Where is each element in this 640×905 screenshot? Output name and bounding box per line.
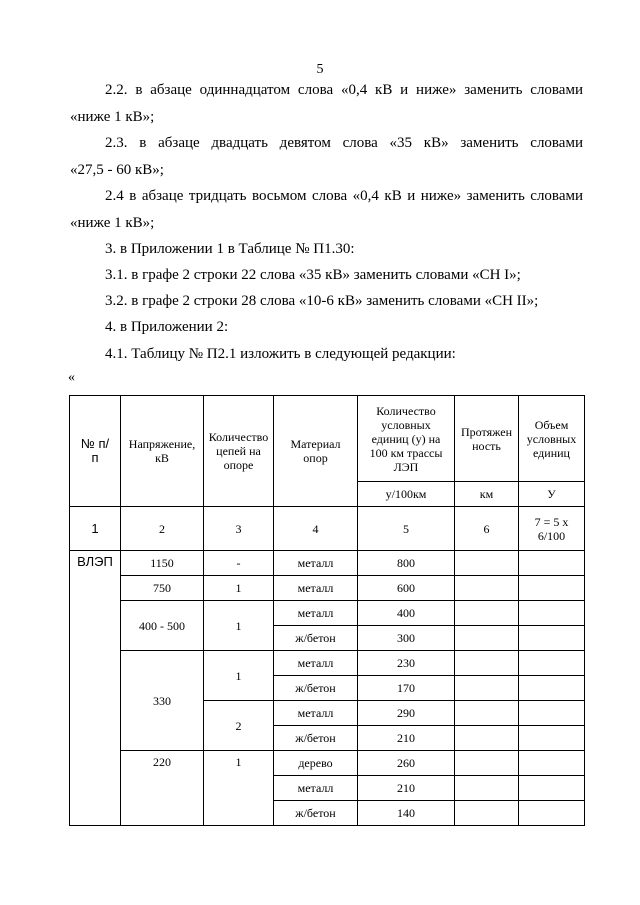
cell-circuits: 1 [204,651,274,701]
cell-material: металл [274,551,358,576]
paragraph-4-1: 4.1. Таблицу № П2.1 изложить в следующей редакции: [105,346,456,362]
table-row [70,551,585,576]
table-row [70,751,585,776]
cell-voltage: 330 [121,651,204,751]
paragraph-2-4 [70,183,583,237]
cell-volume [519,626,585,651]
col-num-5: 5 [358,507,455,551]
cell-circuits: 1 [204,751,274,826]
paragraph-2-2-line2: «ниже 1 кВ»; [70,109,155,125]
col-num-6: 6 [455,507,519,551]
cell-material: ж/бетон [274,626,358,651]
col-num-4: 4 [274,507,358,551]
cell-voltage: 750 [121,576,204,601]
unit-volume: У [519,482,585,507]
cell-units: 290 [358,701,455,726]
cell-circuits: 1 [204,576,274,601]
header-circuits: Количество цепей на опоре [204,396,274,507]
cell-length [455,551,519,576]
cell-length [455,776,519,801]
cell-units: 400 [358,601,455,626]
opening-quote: « [68,370,75,385]
cell-units: 300 [358,626,455,651]
cell-length [455,751,519,776]
cell-units: 260 [358,751,455,776]
header-num: № п/ п [70,396,121,507]
unit-units: у/100км [358,482,455,507]
cell-material: металл [274,776,358,801]
cell-volume [519,701,585,726]
table-row [70,601,585,626]
cell-volume [519,751,585,776]
cell-length [455,651,519,676]
cell-material: дерево [274,751,358,776]
header-volume: Объем условных единиц [519,396,585,482]
cell-volume [519,601,585,626]
col-num-2: 2 [121,507,204,551]
cell-units: 210 [358,726,455,751]
cell-material: металл [274,651,358,676]
cell-length [455,726,519,751]
cell-material: ж/бетон [274,676,358,701]
unit-length: км [455,482,519,507]
cell-length [455,576,519,601]
cell-units: 170 [358,676,455,701]
paragraph-2-2 [70,77,583,131]
col-num-1: 1 [70,507,121,551]
header-material: Материал опор [274,396,358,507]
page-number: 5 [316,62,324,77]
cell-length [455,626,519,651]
table-row [70,576,585,601]
paragraph-2-3-line2: «27,5 - 60 кВ»; [70,162,164,178]
table-numbering-row [70,507,585,551]
table-p2-1 [69,395,585,826]
cell-volume [519,801,585,826]
cell-units: 210 [358,776,455,801]
paragraph-3-2: 3.2. в графе 2 строки 28 слова «10-6 кВ» заменить словами «СН II»; [105,293,539,309]
cell-voltage: 400 - 500 [121,601,204,651]
table-header-row [70,396,585,482]
cell-material: металл [274,576,358,601]
cell-length [455,801,519,826]
cell-voltage: 1150 [121,551,204,576]
cell-units: 600 [358,576,455,601]
paragraph-2-4-line1: 2.4 в абзаце тридцать восьмом слова «0,4 кВ и ниже» заменить словами [105,188,583,204]
cell-volume [519,726,585,751]
table-row [70,651,585,676]
paragraph-4: 4. в Приложении 2: [105,319,229,335]
col-num-3: 3 [204,507,274,551]
paragraph-3-1: 3.1. в графе 2 строки 22 слова «35 кВ» заменить словами «СН I»; [105,267,521,283]
cell-volume [519,776,585,801]
cell-circuits: 1 [204,601,274,651]
cell-units: 140 [358,801,455,826]
paragraph-2-4-line2: «ниже 1 кВ»; [70,215,155,231]
cell-circuits: 2 [204,701,274,751]
header-units: Количество условных единиц (у) на 100 км трассы ЛЭП [358,396,455,482]
cell-voltage: 220 [121,751,204,826]
paragraph-2-2-line1: 2.2. в абзаце одиннадцатом слова «0,4 кВ и ниже» заменить словами [105,82,583,98]
paragraph-2-3-line1: 2.3. в абзаце двадцать девятом слова «35 кВ» заменить словами [105,135,583,151]
cell-volume [519,576,585,601]
cell-units: 800 [358,551,455,576]
cell-volume [519,551,585,576]
cell-material: ж/бетон [274,801,358,826]
cell-volume [519,651,585,676]
header-voltage: Напряжение, кВ [121,396,204,507]
cell-material: ж/бетон [274,726,358,751]
col-num-7: 7 = 5 х 6/100 [519,507,585,551]
cell-units: 230 [358,651,455,676]
header-length: Протяжен ность [455,396,519,482]
paragraph-3: 3. в Приложении 1 в Таблице № П1.30: [105,241,355,257]
paragraph-2-3 [70,130,583,184]
cell-material: металл [274,701,358,726]
cell-circuits: - [204,551,274,576]
cell-volume [519,676,585,701]
cell-length [455,601,519,626]
group-label-vlep: ВЛЭП [70,551,121,826]
cell-material: металл [274,601,358,626]
cell-length [455,701,519,726]
cell-length [455,676,519,701]
